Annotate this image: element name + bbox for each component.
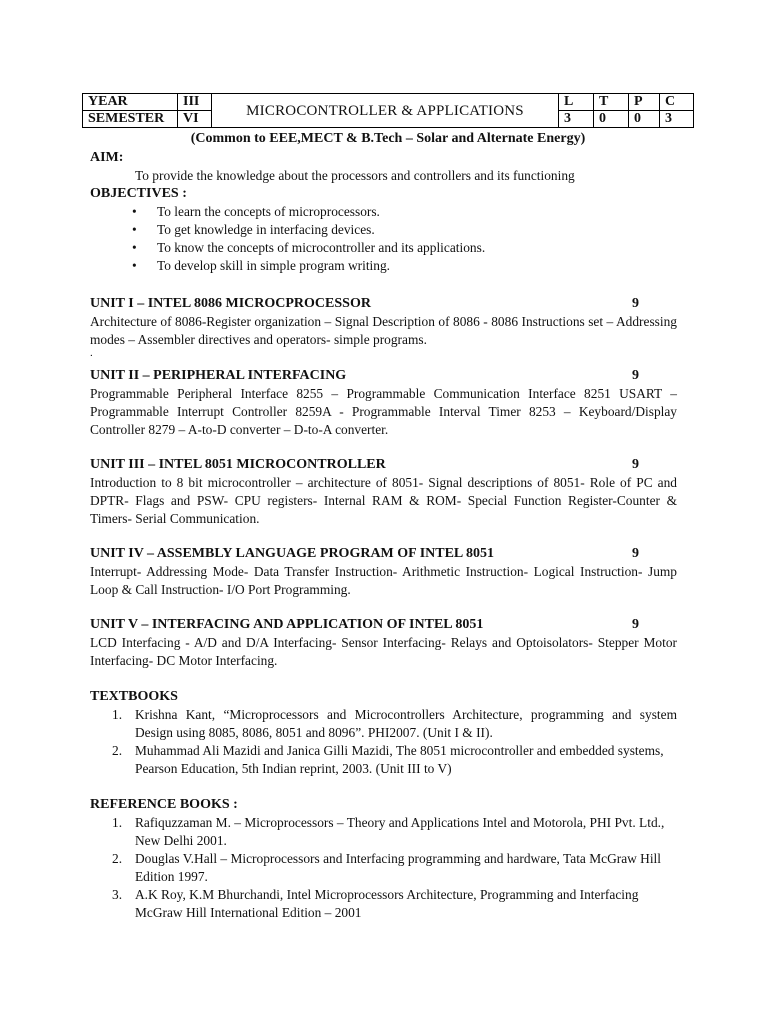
list-item: 2. Douglas V.Hall – Microprocessors and Interfacing programming and hardware, Tata McGraw Hill Edition 1997. [112, 851, 661, 884]
objectives-heading: OBJECTIVES : [90, 186, 187, 201]
bullet-icon: • [132, 240, 137, 255]
ltpc-value-p: 0 [629, 111, 660, 128]
list-item: • To learn the concepts of microprocessors. [132, 204, 380, 219]
textbooks-heading: TEXTBOOKS [90, 689, 178, 704]
year-value: III [178, 94, 212, 111]
unit-2 [90, 367, 677, 439]
unit-title: UNIT V – INTERFACING AND APPLICATION OF INTEL 8051 [90, 617, 484, 632]
list-item: 1. Krishna Kant, “Microprocessors and Microcontrollers Architecture, programming and system Design using 8085, 8086, 8051 and 8096”. PHI2007. (Unit I & II). [112, 707, 677, 740]
semester-value: VI [178, 111, 212, 128]
ltpc-label-c: C [660, 94, 694, 111]
textbooks-list [90, 706, 677, 778]
unit-body: Introduction to 8 bit microcontroller – architecture of 8051- Signal descriptions of 8051- Role of PC and DPTR- Flags and PSW- CPU registers- Internal RAM & ROM- Special Function Register-Counter & Timers- Serial Communication. [90, 475, 677, 526]
list-item: 2. Muhammad Ali Mazidi and Janica Gilli Mazidi, The 8051 microcontroller and embedded systems, Pearson Education, 5th Indian reprint, 2003. (Unit III to V) [112, 743, 664, 776]
unit-title: UNIT IV – ASSEMBLY LANGUAGE PROGRAM OF INTEL 8051 [90, 546, 494, 561]
unit-3 [90, 456, 677, 528]
stray-dot: . [90, 347, 93, 359]
unit-body: Programmable Peripheral Interface 8255 – Programmable Communication Interface 8251 USART – Programmable Interrupt Controller 8259A - Programmable Interval Timer 8253 – Keyboard/Display Controller 8279 – A-to-D converter – D-to-A converter. [90, 386, 677, 437]
ltpc-value-c: 3 [660, 111, 694, 128]
unit-body: Architecture of 8086-Register organization – Signal Description of 8086 - 8086 Instructions set – Addressing modes – Assembler directives and operators- simple programs. [90, 314, 677, 347]
list-item: 3. A.K Roy, K.M Bhurchandi, Intel Microprocessors Architecture, Programming and Interfacing McGraw Hill International Edition – 2001 [112, 887, 639, 920]
unit-body: Interrupt- Addressing Mode- Data Transfer Instruction- Arithmetic Instruction- Logical Instruction- Jump Loop & Call Instruction- I/O Port Programming. [90, 564, 677, 597]
ltpc-value-l: 3 [559, 111, 594, 128]
unit-heading [90, 616, 677, 634]
ltpc-label-p: P [629, 94, 660, 111]
list-item: • To know the concepts of microcontroller and its applications. [132, 240, 486, 255]
list-item: 1. Rafiquzzaman M. – Microprocessors – Theory and Applications Intel and Motorola, PHI Pvt. Ltd., New Delhi 2001. [112, 815, 665, 848]
aim-heading: AIM: [90, 150, 124, 165]
ltpc-label-l: L [559, 94, 594, 111]
bullet-icon: • [132, 258, 137, 273]
semester-label: SEMESTER [83, 111, 178, 128]
unit-4 [90, 545, 677, 599]
reference-books-heading: REFERENCE BOOKS : [90, 797, 238, 812]
common-to-note: (Common to EEE,MECT & B.Tech – Solar and Alternate Energy) [190, 131, 586, 146]
unit-hours: 9 [632, 457, 639, 472]
bullet-icon: • [132, 222, 137, 237]
course-title: MICROCONTROLLER & APPLICATIONS [212, 94, 559, 128]
unit-heading [90, 367, 677, 385]
unit-title: UNIT II – PERIPHERAL INTERFACING [90, 368, 347, 383]
list-item: • To develop skill in simple program writing. [132, 258, 390, 273]
list-item: • To get knowledge in interfacing devices. [132, 222, 375, 237]
unit-heading [90, 295, 677, 313]
unit-1 [90, 295, 677, 357]
reference-books-section [90, 796, 677, 922]
unit-hours: 9 [632, 368, 639, 383]
unit-heading [90, 456, 677, 474]
course-header-table [82, 93, 694, 128]
unit-hours: 9 [632, 546, 639, 561]
year-label: YEAR [83, 94, 178, 111]
ltpc-value-t: 0 [594, 111, 629, 128]
aim-text: To provide the knowledge about the processors and controllers and its functioning [135, 168, 575, 183]
textbooks-section [90, 688, 677, 778]
unit-hours: 9 [632, 296, 639, 311]
unit-heading [90, 545, 677, 563]
unit-title: UNIT I – INTEL 8086 MICROCPROCESSOR [90, 296, 371, 311]
unit-title: UNIT III – INTEL 8051 MICROCONTROLLER [90, 457, 386, 472]
aim-section [90, 149, 677, 275]
ltpc-label-t: T [594, 94, 629, 111]
unit-hours: 9 [632, 617, 639, 632]
unit-5 [90, 616, 677, 670]
bullet-icon: • [132, 204, 137, 219]
unit-body: LCD Interfacing - A/D and D/A Interfacing- Sensor Interfacing- Relays and Optoisolators- Stepper Motor Interfacing- DC Motor Interfacing. [90, 635, 677, 668]
reference-books-list [90, 814, 677, 922]
objectives-list [90, 203, 677, 275]
